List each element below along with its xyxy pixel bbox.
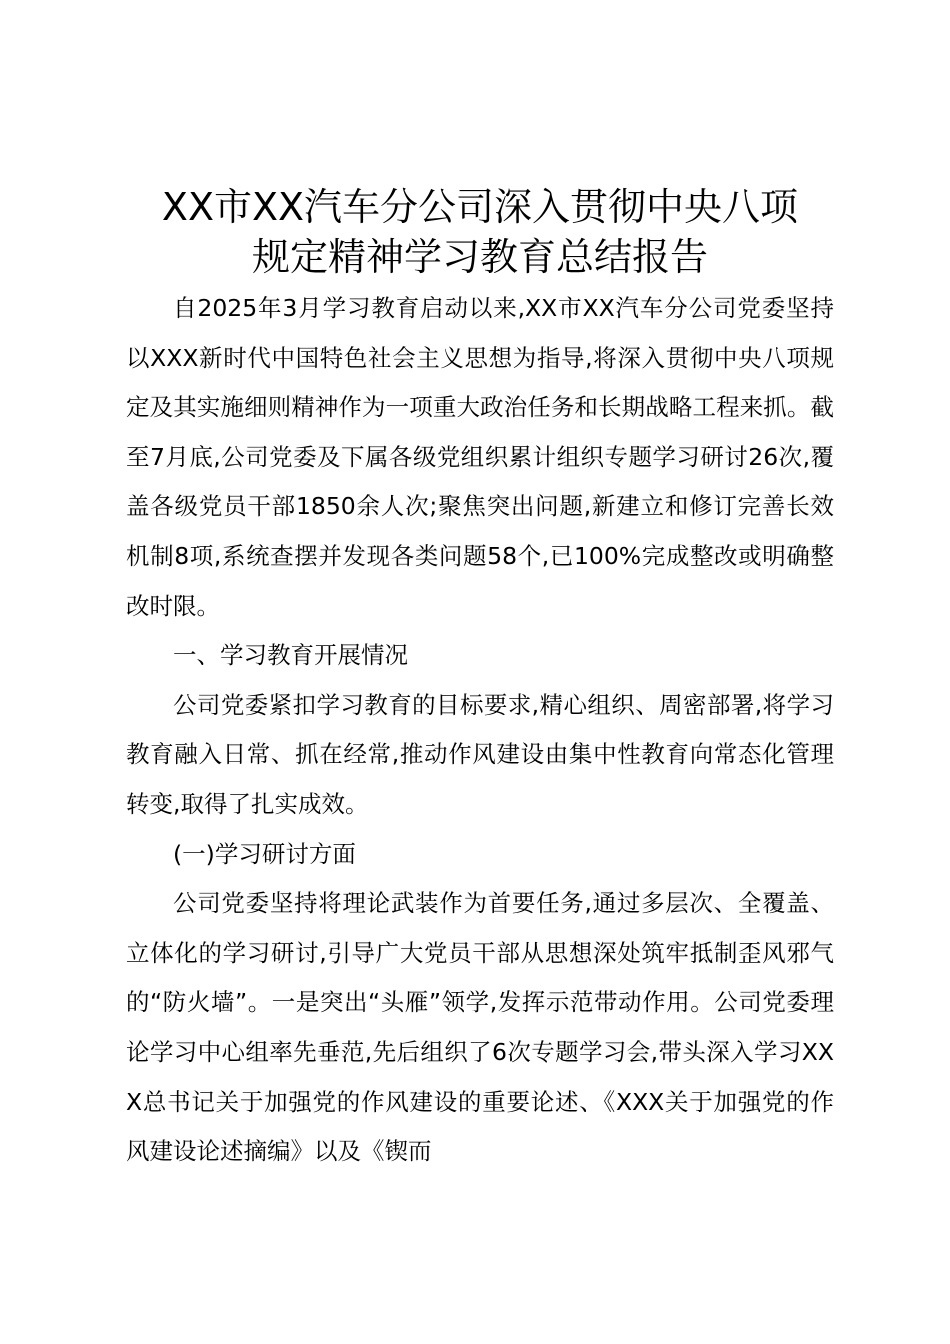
section-heading-1: 一、学习教育开展情况: [173, 641, 408, 670]
section-1-paragraph: 公司党委紧扣学习教育的目标要求,精心组织、周密部署,将学习教育融入日常、抓在经常,推动作风建设由集中性教育向常态化管理转变,取得了扎实成效。: [126, 690, 834, 818]
intro-paragraph: 自2025年3月学习教育启动以来,XX市XX汽车分公司党委坚持以XXX新时代中国特色社会主义思想为指导,将深入贯彻中央八项规定及其实施细则精神作为一项重大政治任务和长期战略工程来抓。截至7月底,公司党委及下属各级党组织累计组织专题学习研讨26次,覆盖各级党员干部1850余人次;聚焦突出问题,新建立和修订完善长效机制8项,系统查摆并发现各类问题58个,已100%完成整改或明确整改时限。: [126, 294, 834, 620]
document-title-line-2: 规定精神学习教育总结报告: [251, 235, 708, 279]
document-title-line-1: XX市XX汽车分公司深入贯彻中央八项: [161, 185, 799, 229]
subsection-heading-1: (一)学习研讨方面: [173, 839, 356, 868]
document-page: [126, 182, 834, 1177]
document-title: [126, 182, 834, 282]
subsection-1-paragraph: 公司党委坚持将理论武装作为首要任务,通过多层次、全覆盖、立体化的学习研讨,引导广大党员干部从思想深处筑牢抵制歪风邪气的“防火墙”。一是突出“头雁”领学,发挥示范带动作用。公司党委理论学习中心组率先垂范,先后组织了6次专题学习会,带头深入学习XXX总书记关于加强党的作风建设的重要论述、《XXX关于加强党的作风建设论述摘编》以及《锲而: [126, 889, 834, 1166]
document-body: [126, 284, 834, 1177]
